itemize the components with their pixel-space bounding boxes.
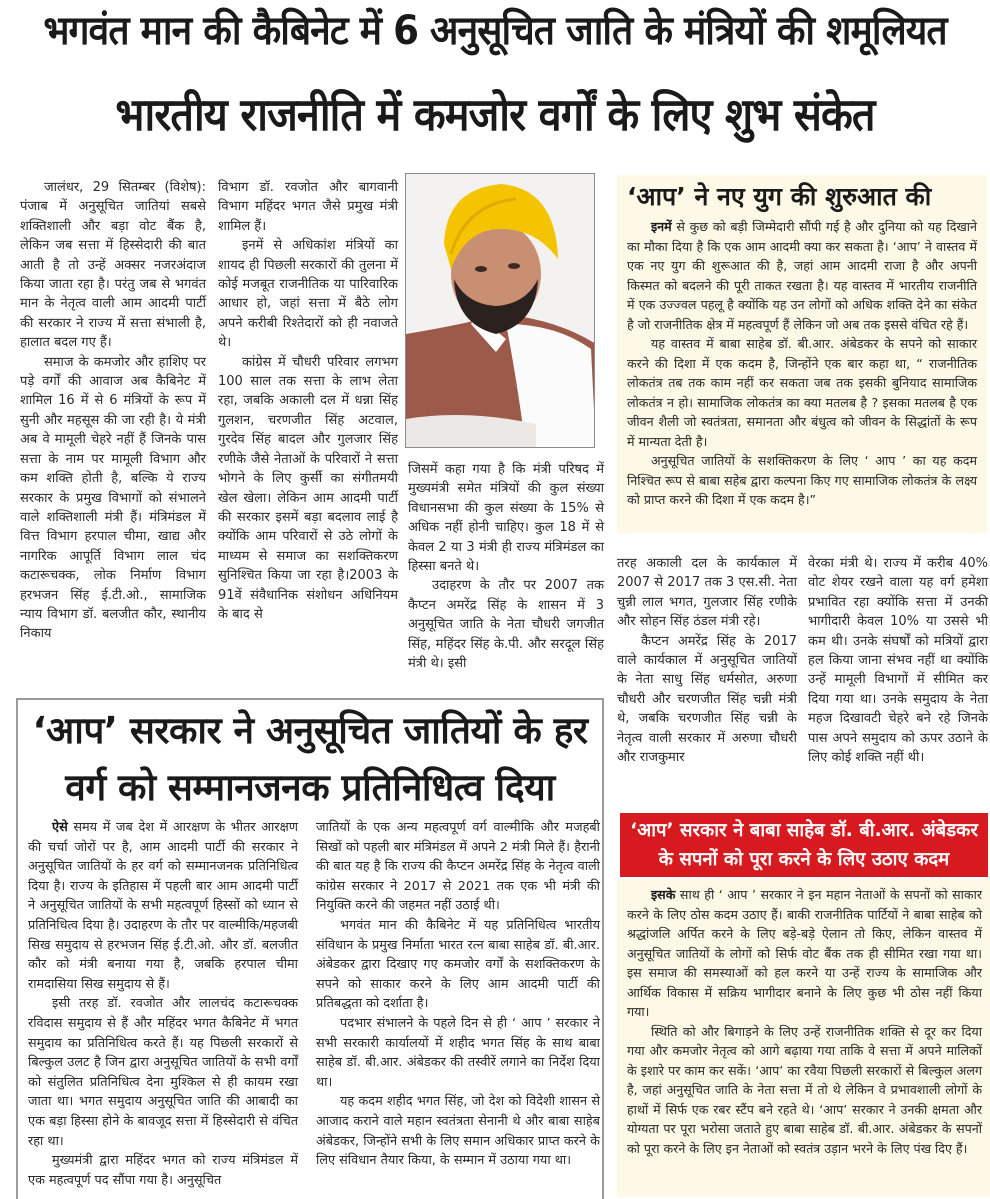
bottom-article-title-line-2: वर्ग को सम्मानजनक प्रतिनिधित्व दिया bbox=[65, 766, 555, 809]
article-paragraph: इसी तरह डॉ. रवजोत और लालचंद कटारूचक्क रविदास समुदाय से हैं और महिंदर भगत कैबिनेट में भगत समुदाय का प्रतिनिधित्व करते हैं। यह पिछली सरकारों से बिल्कुल उलट है जिन द्वारा अनुसूचित जातियों के सभी वर्गों को संतुलित प्रतिनिधित्व देना मुश्किल से ही कायम रखा जाता था। भगत समुदाय अनुसूचित जाति की आबादी का एक बड़ा हिस्सा होने के बावजूद सत्ता में हिस्सेदारी से वंचित रहा था। bbox=[28, 996, 298, 1149]
red-banner-line-1: ‘आप’ सरकार ने बाबा साहेब डॉ. बी.आर. अंबेडकर bbox=[630, 820, 978, 841]
article-paragraph: तरह अकाली दल के कार्यकाल में 2007 से 2017 तक 3 एस.सी. नेता चुन्नी लाल भगत, गुलजार सिंह रणीके और सोहन सिंह ठंडल मंत्री रहे। bbox=[617, 556, 797, 630]
red-banner-heading bbox=[620, 813, 988, 877]
article-paragraph: भगवंत मान की कैबिनेट में यह प्रतिनिधित्व भारतीय संविधान के प्रमुख निर्माता भारत रत्न बाबा साहेब डॉ. बी.आर. अंबेडकर द्वारा दिखाए गए कमजोर वर्गों के सशक्तिकरण के सपने को साकार करने के लिए आम आदमी पार्टी की प्रतिबद्धता को दर्शाता है। bbox=[316, 917, 600, 1012]
article-column-1 bbox=[20, 178, 206, 644]
article-paragraph: मुख्यमंत्री द्वारा महिंदर भगत को राज्य मंत्रिमंडल में एक महत्वपूर्ण पद सौंपा गया है। अनुसूचित bbox=[28, 1153, 298, 1188]
article-paragraph: अनुसूचित जातियों के सशक्तिकरण के लिए ‘ आप ’ का यह कदम निश्चित रूप से बाबा सहेब द्वारा कल्पना किए गए सामाजिक लोकतंत्र के लक्ष्य को प्राप्त करने की दिशा में एक कदम है।” bbox=[627, 453, 977, 507]
lead-word: इनमें bbox=[651, 219, 672, 234]
article-paragraph: इनमें से अधिकांश मंत्रियों का शायद ही पिछली सरकारों की तुलना में कोई मजबूत राजनीतिक या पारिवारिक आधार हो, जहां सत्ता में बैठे लोग अपने करीबी रिश्तेदारों को ही नवाजते थे। bbox=[218, 238, 398, 351]
paragraph-text: समय में जब देश में आरक्षण के भीतर आरक्षण की चर्चा जोरों पर है, आम आदमी पार्टी की सरकार ने अनुसूचित जातियों के हर वर्ग को सम्मानजनक प्रतिनिधित्व दिया है। राज्य के इतिहास में पहली बार आम आदमी पार्टी ने अनुसूचित जातियों के सभी महत्वपूर्ण हिस्सों को ध्यान से प्रतिनिधित्व दिया है। उदाहरण के तौर पर वाल्मीकि/महजबी सिख समुदाय से हरभजन सिंह ई.टी.ओ. और डॉ. बलजीत कौर को मंत्री बनाया गया है, जबकि हरपाल चीमा रामदासिया सिख समुदाय से हैं। bbox=[28, 820, 298, 992]
lead-word: ऐसे bbox=[52, 820, 68, 835]
article-paragraph: यह वास्तव में बाबा साहेब डॉ. बी.आर. अंबेडकर के सपने को साकार करने की दिशा में एक कदम है, जिन्होंने एक बार कहा था, “ राजनीतिक लोकतंत्र तब तक काम नहीं कर सकता जब तक इसकी बुनियाद सामाजिक लोकतंत्र न हो। सामाजिक लोकतंत्र का क्या मतलब है ? इसका मतलब है एक जीवन शैली जो स्वतंत्रता, समानता और बंधुत्व को जीवन के सिद्धांतों के रूप में मान्यता देती है। bbox=[627, 336, 977, 449]
article-paragraph: पदभार संभालने के पहले दिन से ही ‘ आप ’ सरकार ने सभी सरकारी कार्यालयों में शहीद भगत सिंह के साथ बाबा साहेब डॉ. बी.आर. अंबेडकर की तस्वीरें लगाने का निर्देश दिया था। bbox=[316, 1015, 600, 1090]
bottom-article-column-2 bbox=[316, 818, 600, 1171]
sidebar-box-body bbox=[627, 217, 977, 510]
portrait-image bbox=[406, 174, 595, 448]
article-column-2 bbox=[218, 178, 398, 624]
article-paragraph: वेरका मंत्री थे। राज्य में करीब 40% वोट शेयर रखने वाला यह वर्ग हमेशा प्रभावित रहा क्योंकि सत्ता में उनकी भागीदारी केवल 10% या उससे भी कम थी। उनके संघर्षों को मत्रियों द्वारा हल किया जाना संभव नहीं था क्योंकि उन्हें मामूली विभागों में सीमित कर दिया गया था। उनके समुदाय के नेता महज दिखावटी चेहरे बने रहे जिनके पास अपने समुदाय को ऊपर उठाने के लिए कोई शक्ति नहीं थी। bbox=[808, 556, 988, 766]
bottom-article-column-1 bbox=[28, 818, 298, 1190]
article-paragraph: कैप्टन अमरेंद्र सिंह के 2017 वाले कार्यकाल में अनुसूचित जातियों के नेता साधु सिंह धर्मसोत, अरुणा चौधरी और चरणजीत सिंह चन्नी मंत्री थे, जबकि चरणजीत सिंह चन्नी के नेतृत्व वाली सरकार में अरुणा चौधरी और राजकुमार bbox=[617, 633, 797, 766]
article-paragraph: जालंधर, 29 सितम्बर (विशेष): पंजाब में अनुसूचित जातियां सबसे शक्तिशाली और बड़ा वोट बैंक है, लेकिन जब सत्ता में हिस्सेदारी की बात आती है तो उन्हें अक्सर नजरअंदाज किया जाता रहा है। परंतु जब से भगवंत मान के नेतृत्व वाली आम आदमी पार्टी की सरकार ने राज्य में सत्ता संभाली है, हालात बदल गए हैं। bbox=[20, 180, 206, 351]
ambedkar-box-body bbox=[617, 879, 990, 1197]
article-paragraph: विभाग डॉ. रवजोत और बागवानी विभाग महिंदर भगत जैसे प्रमुख मंत्री शामिल हैं। bbox=[218, 180, 398, 234]
sidebar-box-new-era bbox=[617, 175, 987, 533]
article-paragraph: स्थिति को और बिगाड़ने के लिए उन्हें राजनीतिक शक्ति से दूर कर दिया गया और कमजोर नेतृत्व को आगे बढ़ाया गया ताकि वे सत्ता में अपने मालिकों के इशारे पर काम कर सकें। ‘आप’ का रवैया पिछली सरकारों से बिल्कुल अलग है, जहां अनुसूचित जाति के नेता सत्ता में तो थे लेकिन वे प्रभावशाली लोगों के हाथों में सिर्फ एक रबर स्टैंप बने रहते थे। ‘आप’ सरकार ने उनकी क्षमता और योग्यता पर पूरा भरोसा जताते हुए बाबा साहेब डॉ. बी.आर. अंबेडकर के सपनों को पूरा करने के लिए इन नेताओं को स्वतंत्र उड़ान भरने के लिए पंख दिए हैं। bbox=[627, 1023, 982, 1156]
photo-bhagwant-mann bbox=[405, 173, 595, 448]
article-paragraph: उदाहरण के तौर पर 2007 तक कैप्टन अमरेंद्र सिंह के शासन में 3 अनुसूचित जाति के नेता चौधरी जगजीत सिंह, महिंदर सिंह के.पी. और सरदूल सिंह मंत्री थे। इसी bbox=[408, 578, 604, 672]
sidebar-box-title: ‘आप’ ने नए युग की शुरुआत की bbox=[627, 182, 932, 211]
article-paragraph: जातियों के एक अन्य महत्वपूर्ण वर्ग वाल्मीकि और मजहबी सिखों को पहली बार मंत्रिमंडल में अपने 2 मंत्री मिले हैं। हैरानी की बात यह है कि राज्य की कैप्टन अमरेंद्र सिंह के नेतृत्व वाली कांग्रेस सरकार ने 2017 से 2021 तक एक भी मंत्री की नियुक्ति करने की जहमत नहीं उठाई थी। bbox=[316, 820, 600, 914]
bottom-article-title-line-1: ‘आप’ सरकार ने अनुसूचित जातियों के हर bbox=[32, 709, 588, 752]
main-headline-line-2: भारतीय राजनीति में कमजोर वर्गों के लिए शुभ संकेत bbox=[115, 88, 875, 141]
paragraph-text: से कुछ को बड़ी जिम्मेदारी सौंपी गई है और दुनिया को यह दिखाने का मौका दिया है कि एक आम आदमी क्या कर सकता है। ‘आप’ ने वास्तव में एक नए युग की शुरूआत की है, जहां आम आदमी राजा है और अपनी किस्मत को बदलने की पूरी ताकत रखता है। यह वास्तव में भारतीय राजनीति में एक उज्ज्वल पहलू है क्योंकि यह उन लोगों को अधिक शक्ति देने का संकेत है जो राजनीतिक क्षेत्र में महत्वपूर्ण हैं लेकिन जो अब तक इससे वंचित रहे हैं। bbox=[627, 219, 977, 332]
main-headline-line-1: भगवंत मान की कैबिनेट में 6 अनुसूचित जाति के मंत्रियों की शमूलियत bbox=[43, 8, 947, 54]
article-column-5 bbox=[808, 554, 988, 767]
article-paragraph: जिसमें कहा गया है कि मंत्री परिषद में मुख्यमंत्री समेत मंत्रियों की कुल संख्या विधानसभा की कुल संख्या के 15% से अधिक नहीं होनी चाहिए। कुल 18 में से केवल 2 या 3 मंत्री ही राज्य मंत्रिमंडल का हिस्सा बनते थे। bbox=[408, 462, 604, 575]
article-paragraph: समाज के कमजोर और हाशिए पर पड़े वर्गों की आवाज अब कैबिनेट में शामिल 16 में से 6 मंत्रियों के रूप में सुनी और महसूस की जा रही है। ये मंत्री अब वे मामूली चेहरे नहीं हैं जिनके पास सत्ता के नाम पर मामूली विभाग और कम शक्ति होती है, बल्कि ये राज्य सरकार के प्रमुख विभागों को संभालने वाले शक्तिशाली मंत्री हैं। मंत्रिमंडल में वित्त विभाग हरपाल चीमा, खाद्य और नागरिक आपूर्ति विभाग लाल चंद कटारूचक्क, लोक निर्माण विभाग हरभजन सिंह ई.टी.ओ., सामाजिक न्याय विभाग डॉ. बलजीत कौर, स्थानीय निकाय bbox=[20, 354, 206, 642]
article-column-3 bbox=[408, 460, 604, 673]
lead-word: इसके bbox=[651, 887, 676, 902]
article-paragraph: कांग्रेस में चौधरी परिवार लगभग 100 साल तक सत्ता के लाभ लेता रहा, जबकि अकाली दल में धन्ना सिंह गुलशन, चरणजीत सिंह अटवाल, गुरदेव सिंह बादल और गुलजार सिंह रणीके जैसे नेताओं के परिवारों ने सत्ता भोगने के लिए कुर्सी का संगीतमयी खेल खेला। लेकिन आम आदमी पार्टी की सरकार इसमें बड़ा बदलाव लाई है क्योंकि आम परिवारों से उठे लोगों के माध्यम से समाज का सशक्तिकरण सुनिश्चित किया जा रहा है।2003 के 91वें संवैधानिक संशोधन अधिनियम के बाद से bbox=[218, 354, 398, 622]
article-paragraph bbox=[627, 885, 982, 1022]
ambedkar-box-text bbox=[627, 885, 982, 1158]
article-paragraph bbox=[28, 818, 298, 994]
article-paragraph: यह कदम शहीद भगत सिंह, जो देश को विदेशी शासन से आजाद कराने वाले महान स्वतंत्रता सेनानी थे और बाबा साहेब अंबेडकर, जिन्होंने सभी के लिए समान अधिकार प्राप्त करने के लिए संविधान तैयार किया, के सम्मान में उठाया गया था। bbox=[316, 1094, 600, 1169]
paragraph-text: साथ ही ‘ आप ’ सरकार ने इन महान नेताओं के सपनों को साकार करने के लिए ठोस कदम उठाए हैं। बाकी राजनीतिक पार्टियों ने बाबा साहेब को श्रद्धांजलि अर्पित करने के लिए बड़े-बड़े ऐलान तो किए, लेकिन वास्तव में अनुसूचित जातियों के लोगों को सिर्फ वोट बैंक तक ही सीमित रखा गया था। इस समाज की समस्याओं को हल करने या उन्हें राज्य के सामाजिक और आर्थिक विकास में सक्रिय भागीदार बनाने के लिए कुछ भी ठोस नहीं किया गया। bbox=[627, 887, 982, 1019]
red-banner-line-2: के सपनों को पूरा करने के लिए उठाए कदम bbox=[658, 849, 950, 870]
article-paragraph bbox=[627, 217, 977, 334]
article-column-4 bbox=[617, 554, 797, 767]
